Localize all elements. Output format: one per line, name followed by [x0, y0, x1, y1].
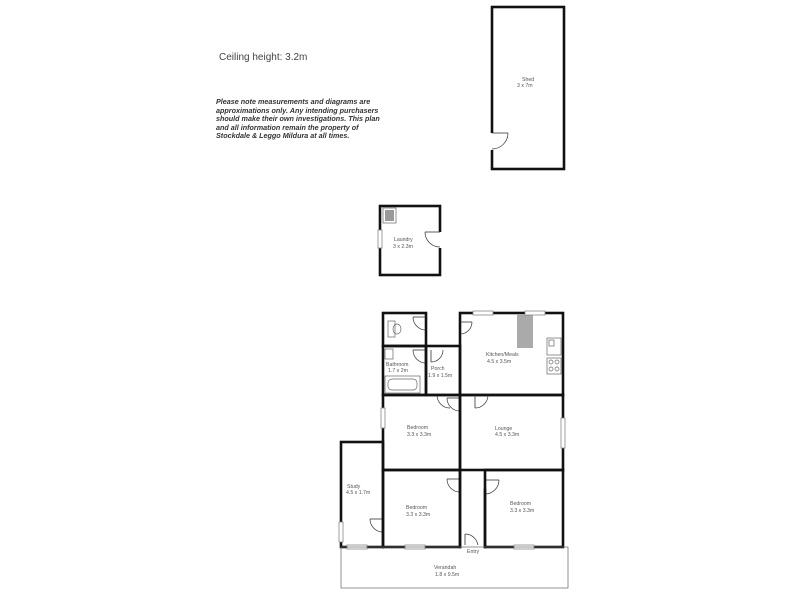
basin-icon: [385, 349, 393, 359]
laundry: [378, 206, 440, 275]
lounge-name: Lounge: [495, 426, 513, 432]
main-house: [339, 311, 568, 588]
kitchen-size: 4.5 x 3.5m: [487, 359, 512, 365]
verandah-name: Verandah: [434, 565, 457, 571]
stove-icon: [547, 358, 561, 374]
bathroom-name: Bathroom: [386, 362, 409, 368]
bathroom-size: 1.7 x 2m: [388, 368, 408, 374]
shed: [492, 7, 564, 169]
bedroom-front-left-size: 3.3 x 3.3m: [406, 512, 431, 518]
bath-icon: [385, 376, 420, 393]
study-size: 4.5 x 1.7m: [346, 490, 371, 496]
bedroom-front-left-name: Bedroom: [406, 505, 428, 511]
study-name: Study: [347, 484, 361, 490]
bench-icon: [517, 314, 533, 348]
bedroom-front-right-size: 3.3 x 3.3m: [510, 508, 535, 514]
porch-name: Porch: [431, 366, 445, 372]
entry-label: Entry: [467, 549, 480, 555]
shed-size: 3 x 7m: [517, 83, 533, 89]
ceiling-height-note: Ceiling height: 3.2m: [219, 52, 308, 63]
porch-size: 1.9 x 1.5m: [428, 373, 453, 379]
laundry-name: Laundry: [394, 237, 413, 243]
bedroom-mid-size: 3.3 x 3.3m: [407, 432, 432, 438]
shed-name: Shed: [522, 77, 535, 83]
toilet-icon: [388, 321, 395, 337]
bedroom-front-right-name: Bedroom: [510, 501, 532, 507]
laundry-size: 3 x 2.3m: [393, 244, 413, 250]
verandah-size: 1.8 x 9.5m: [435, 572, 460, 578]
laundry-window: [378, 230, 382, 248]
kitchen-name: Kitchen/Meals: [486, 352, 519, 358]
bedroom-mid-name: Bedroom: [407, 425, 429, 431]
disclaimer-note: Please note measurements and diagrams are approximations only. Any intending purchasers should make their own investigations. This plan and all information remain the property of Stockdale & Leggo Mildura at all times.: [216, 97, 380, 141]
lounge-size: 4.5 x 3.3m: [495, 432, 520, 438]
